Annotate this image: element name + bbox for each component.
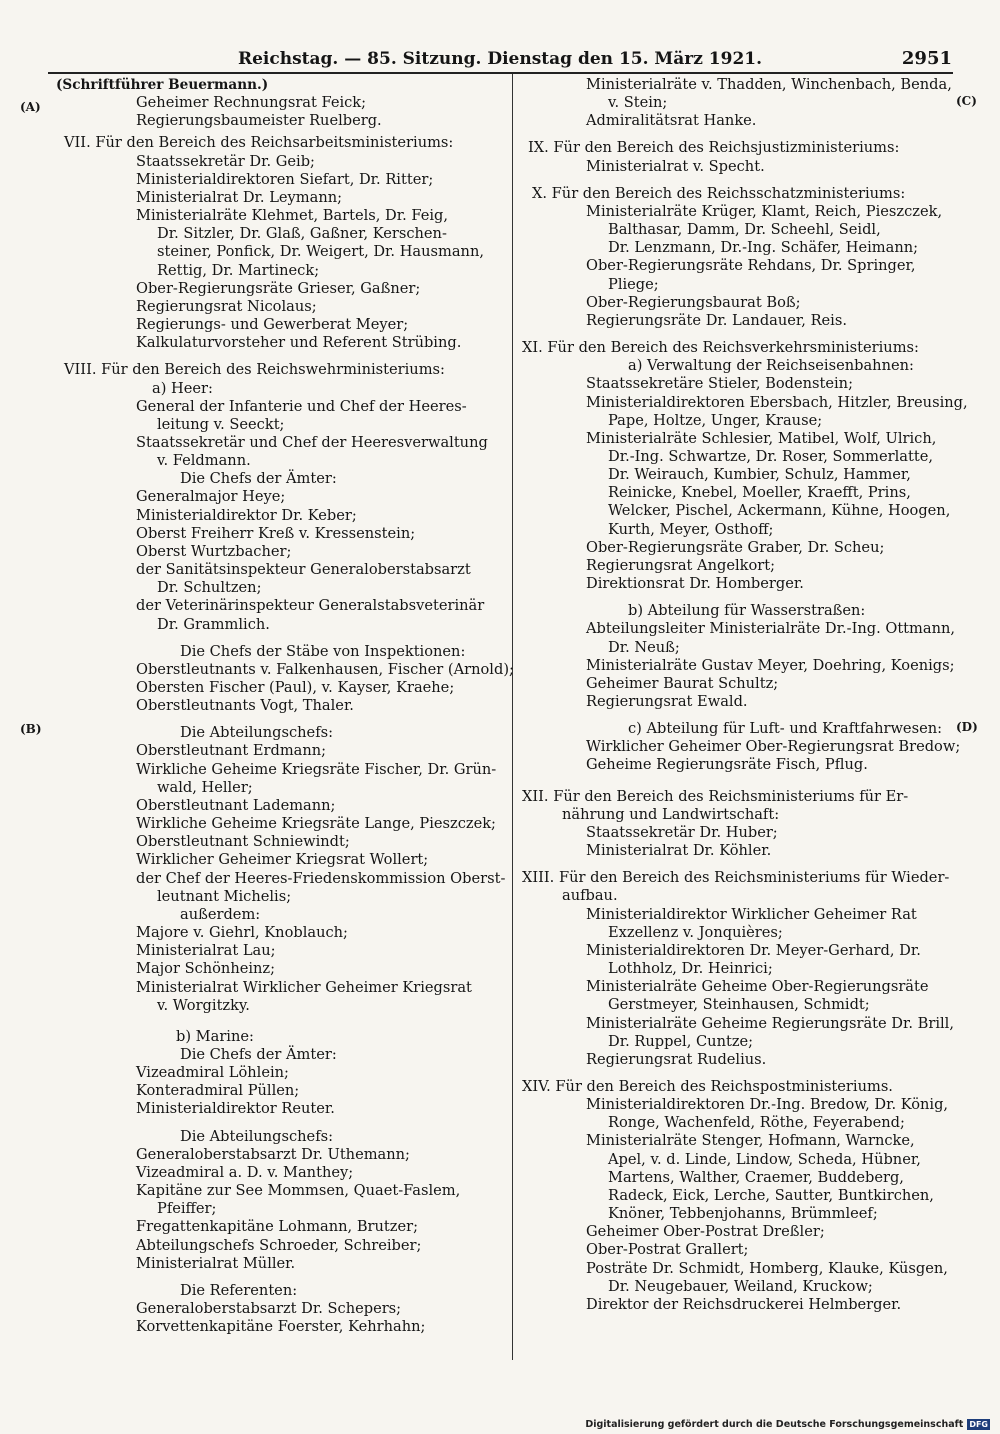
section-heading: XIII. Für den Bereich des Reichsministeriums für Wieder- [522, 869, 950, 887]
list-item: der Veterinärinspekteur Generalstabsveterinär [136, 597, 485, 615]
list-item: Dr. Weirauch, Kumbier, Schulz, Hammer, [608, 466, 911, 484]
list-item: v. Stein; [608, 94, 668, 112]
list-item: Major Schönheinz; [136, 960, 276, 978]
list-item: Ministerialdirektoren Dr.-Ing. Bredow, Dr. König, [586, 1096, 949, 1114]
list-item: Kurth, Meyer, Osthoff; [608, 520, 774, 538]
list-item: der Sanitätsinspekteur Generaloberstabsarzt [136, 561, 471, 579]
list-item: Regierungs- und Gewerberat Meyer; [136, 316, 409, 334]
list-item: Ministerialdirektor Wirklicher Geheimer Rat [586, 905, 917, 923]
margin-mark-c: (C) [956, 94, 977, 108]
page-header: Reichstag. — 85. Sitzung. Dienstag den 15. März 1921. [237, 49, 763, 69]
list-item: Ministerialrat Dr. Leymann; [136, 188, 343, 206]
list-item: Regierungsrat Ewald. [586, 693, 748, 710]
list-item: Dr. Schultzen; [157, 579, 262, 597]
list-item: Dr. Neuß; [608, 638, 680, 656]
list-item: Abteilungschefs Schroeder, Schreiber; [136, 1236, 422, 1254]
margin-mark-b: (B) [20, 722, 42, 736]
list-item: Geheime Regierungsräte Fisch, Pflug. [586, 756, 868, 774]
list-item: Ministerialräte Stenger, Hofmann, Warncke, [586, 1132, 915, 1150]
list-item: steiner, Ponfick, Dr. Weigert, Dr. Hausmann, [157, 243, 484, 261]
list-item: Ministerialrat Lau; [136, 942, 276, 960]
group-heading: Die Abteilungschefs: [180, 1127, 334, 1145]
list-item: v. Worgitzky. [157, 996, 250, 1014]
list-item: Ministerialräte Krüger, Klamt, Reich, Pieszczek, [586, 202, 943, 220]
list-item: Martens, Walther, Craemer, Buddeberg, [608, 1168, 904, 1186]
column-divider [512, 74, 513, 1360]
subsection-heading: c) Abteilung für Luft- und Kraftfahrwesen: [628, 720, 943, 738]
list-item: Pfeiffer; [157, 1200, 217, 1218]
list-item: Vizeadmiral a. D. v. Manthey; [136, 1163, 354, 1181]
list-item: der Chef der Heeres-Friedenskommission Oberst- [136, 869, 506, 887]
list-item: Ministerialdirektoren Ebersbach, Hitzler, Breusing, [586, 393, 968, 411]
list-item: Oberstleutnants v. Falkenhausen, Fischer (Arnold); [136, 660, 514, 678]
left-column [56, 76, 514, 1336]
group-heading: Die Chefs der Stäbe von Inspektionen: [180, 642, 466, 660]
list-item: Generaloberstabsarzt Dr. Uthemann; [136, 1145, 410, 1163]
section-heading: X. Für den Bereich des Reichsschatzministeriums: [532, 184, 906, 202]
list-item: Knöner, Tebbenjohanns, Brümmleef; [608, 1205, 878, 1223]
group-heading: außerdem: [180, 905, 261, 923]
list-item: Direktionsrat Dr. Homberger. [586, 575, 804, 593]
list-item: Regierungsrat Nicolaus; [136, 297, 317, 315]
section-heading: XII. Für den Bereich des Reichsministeriums für Er- [522, 787, 909, 805]
list-item: Ministerialdirektor Dr. Keber; [136, 506, 357, 524]
list-item: Dr. Ruppel, Cuntze; [608, 1032, 754, 1050]
list-item: Direktor der Reichsdruckerei Helmberger. [586, 1295, 902, 1313]
list-item: Oberstleutnants Vogt, Thaler. [136, 697, 354, 715]
list-item: Ministerialräte Klehmet, Bartels, Dr. Feig, [136, 207, 449, 225]
list-item: Ministerialrat v. Specht. [586, 157, 765, 175]
subsection-heading: a) Verwaltung der Reichseisenbahnen: [628, 357, 914, 375]
list-item: Obersten Fischer (Paul), v. Kayser, Kraehe; [136, 679, 455, 696]
list-item: Dr. Sitzler, Dr. Glaß, Gaßner, Kerschen- [157, 225, 447, 243]
list-item: leutnant Michelis; [157, 887, 292, 905]
list-item: Ober-Regierungsräte Rehdans, Dr. Springer, [586, 257, 916, 275]
section-heading: XI. Für den Bereich des Reichsverkehrsministeriums: [522, 339, 919, 357]
section-heading: VIII. Für den Bereich des Reichswehrministeriums: [64, 361, 445, 379]
list-item: Regierungsrat Angelkort; [586, 556, 776, 574]
margin-mark-d: (D) [956, 720, 978, 734]
section-heading: IX. Für den Bereich des Reichsjustizministeriums: [528, 139, 900, 157]
list-item: Wirkliche Geheime Kriegsräte Fischer, Dr. Grün- [136, 760, 497, 778]
secretary-note: (Schriftführer Beuermann.) [56, 77, 269, 93]
header-rule [48, 72, 953, 74]
list-item: Oberstleutnant Schniewindt; [136, 833, 350, 851]
list-item: Geheimer Baurat Schultz; [586, 674, 779, 692]
list-item: Ministerialräte v. Thadden, Winchenbach, Benda, [586, 76, 952, 93]
list-item: Exzellenz v. Jonquières; [608, 923, 783, 941]
list-item: Welcker, Pischel, Ackermann, Kühne, Hoogen, [608, 502, 951, 520]
list-item: Ministerialrat Müller. [136, 1254, 296, 1272]
list-item: Gerstmeyer, Steinhausen, Schmidt; [608, 996, 870, 1014]
group-heading: Die Chefs der Ämter: [180, 470, 337, 488]
list-item: Ober-Regierungsräte Graber, Dr. Scheu; [586, 538, 885, 556]
list-item: Ministerialdirektoren Dr. Meyer-Gerhard, Dr. [586, 941, 921, 959]
list-item: Oberst Freiherr Kreß v. Kressenstein; [136, 524, 416, 542]
list-item: Lothholz, Dr. Heinrici; [608, 960, 773, 978]
list-item: Generalmajor Heye; [136, 488, 286, 506]
footer-text: Digitalisierung gefördert durch die Deutsche Forschungsgemeinschaft [585, 1419, 964, 1430]
list-item: Ministerialrat Dr. Köhler. [586, 842, 772, 860]
list-item: Apel, v. d. Linde, Lindow, Scheda, Hübner, [608, 1150, 921, 1168]
group-heading: Die Chefs der Ämter: [180, 1045, 337, 1063]
list-item: Staatssekretär Dr. Huber; [586, 823, 778, 841]
list-item: Ober-Regierungsräte Grieser, Gaßner; [136, 279, 421, 297]
list-item: Dr.-Ing. Schwartze, Dr. Roser, Sommerlatte, [608, 447, 933, 465]
subsection-heading: b) Marine: [176, 1027, 254, 1045]
list-item: Majore v. Giehrl, Knoblauch; [136, 924, 348, 942]
list-item: Fregattenkapitäne Lohmann, Brutzer; [136, 1218, 419, 1236]
list-item: Geheimer Rechnungsrat Feick; [136, 94, 367, 112]
list-item: Oberst Wurtzbacher; [136, 542, 292, 560]
list-item: Vizeadmiral Löhlein; [136, 1064, 289, 1082]
list-item: Generaloberstabsarzt Dr. Schepers; [136, 1300, 402, 1317]
list-item: Posträte Dr. Schmidt, Homberg, Klauke, Küsgen, [586, 1259, 948, 1277]
list-item: Balthasar, Damm, Dr. Scheehl, Seidl, [608, 221, 881, 239]
list-item: Ministerialdirektoren Siefart, Dr. Ritter; [136, 170, 434, 188]
list-item: Wirkliche Geheime Kriegsräte Lange, Pieszczek; [136, 815, 496, 833]
dfg-logo-icon: DFG [969, 1420, 988, 1429]
list-item: Oberstleutnant Lademann; [136, 796, 336, 814]
list-item: Wirklicher Geheimer Kriegsrat Wollert; [136, 851, 429, 869]
subsection-heading: a) Heer: [152, 379, 213, 397]
list-item: Staatssekretär und Chef der Heeresverwaltung [136, 433, 488, 451]
list-item: wald, Heller; [157, 778, 253, 796]
list-item: Korvettenkapitäne Foerster, Kehrhahn; [136, 1318, 426, 1336]
list-item: Kapitäne zur See Mommsen, Quaet-Faslem, [136, 1182, 461, 1200]
list-item: Oberstleutnant Erdmann; [136, 742, 327, 760]
list-item: Ronge, Wachenfeld, Röthe, Feyerabend; [608, 1114, 905, 1132]
list-item: Ministerialräte Gustav Meyer, Doehring, Koenigs; [586, 656, 955, 674]
list-item: Ministerialräte Schlesier, Matibel, Wolf, Ulrich, [586, 429, 937, 447]
section-heading: XIV. Für den Bereich des Reichspostministeriums. [522, 1077, 893, 1095]
list-item: Kalkulaturvorsteher und Referent Strübing. [136, 334, 462, 352]
list-item: Dr. Grammlich. [157, 615, 270, 633]
list-item: aufbau. [562, 887, 618, 905]
list-item: Regierungsbaumeister Ruelberg. [136, 112, 382, 130]
footer [585, 1419, 990, 1430]
margin-mark-a: (A) [20, 100, 41, 114]
list-item: Radeck, Eick, Lerche, Sautter, Buntkirchen, [608, 1186, 934, 1204]
list-item: Regierungsräte Dr. Landauer, Reis. [586, 311, 847, 329]
list-item: Dr. Lenzmann, Dr.-Ing. Schäfer, Heimann; [608, 239, 919, 257]
list-item: General der Infanterie und Chef der Heeres- [136, 397, 467, 415]
list-item: Ministerialräte Geheime Ober-Regierungsräte [586, 978, 929, 996]
list-item: Abteilungsleiter Ministerialräte Dr.-Ing. Ottmann, [586, 620, 956, 638]
list-item: Ministerialdirektor Reuter. [136, 1100, 335, 1118]
list-item: Pape, Holtze, Unger, Krause; [608, 411, 823, 429]
list-item: Ministerialrat Wirklicher Geheimer Kriegsrat [136, 978, 472, 996]
list-item: Geheimer Ober-Postrat Dreßler; [586, 1223, 825, 1241]
list-item: Regierungsrat Rudelius. [586, 1050, 767, 1068]
subsection-heading: b) Abteilung für Wasserstraßen: [628, 602, 866, 620]
group-heading: Die Referenten: [180, 1281, 298, 1299]
section-heading: VII. Für den Bereich des Reichsarbeitsministeriums: [64, 134, 454, 152]
list-item: Ministerialräte Geheime Regierungsräte Dr. Brill, [586, 1014, 954, 1032]
list-item: Staatssekretär Dr. Geib; [136, 152, 315, 170]
list-item: Ober-Regierungsbaurat Boß; [586, 293, 801, 311]
list-item: v. Feldmann. [157, 452, 251, 470]
list-item: leitung v. Seeckt; [157, 415, 285, 433]
list-item: Reinicke, Knebel, Moeller, Kraefft, Prins, [608, 484, 911, 502]
list-item: Admiralitätsrat Hanke. [586, 112, 757, 130]
list-item: nährung und Landwirtschaft: [562, 805, 780, 823]
list-item: Wirklicher Geheimer Ober-Regierungsrat Bredow; [586, 738, 961, 756]
list-item: Pliege; [608, 275, 659, 293]
group-heading: Die Abteilungschefs: [180, 724, 334, 742]
page-number: 2951 [901, 48, 952, 69]
list-item: Rettig, Dr. Martineck; [157, 261, 320, 279]
list-item: Dr. Neugebauer, Weiland, Kruckow; [608, 1277, 873, 1295]
list-item: Ober-Postrat Grallert; [586, 1241, 749, 1259]
right-column [522, 76, 968, 1314]
list-item: Staatssekretäre Stieler, Bodenstein; [586, 375, 853, 393]
list-item: Konteradmiral Püllen; [136, 1082, 300, 1100]
